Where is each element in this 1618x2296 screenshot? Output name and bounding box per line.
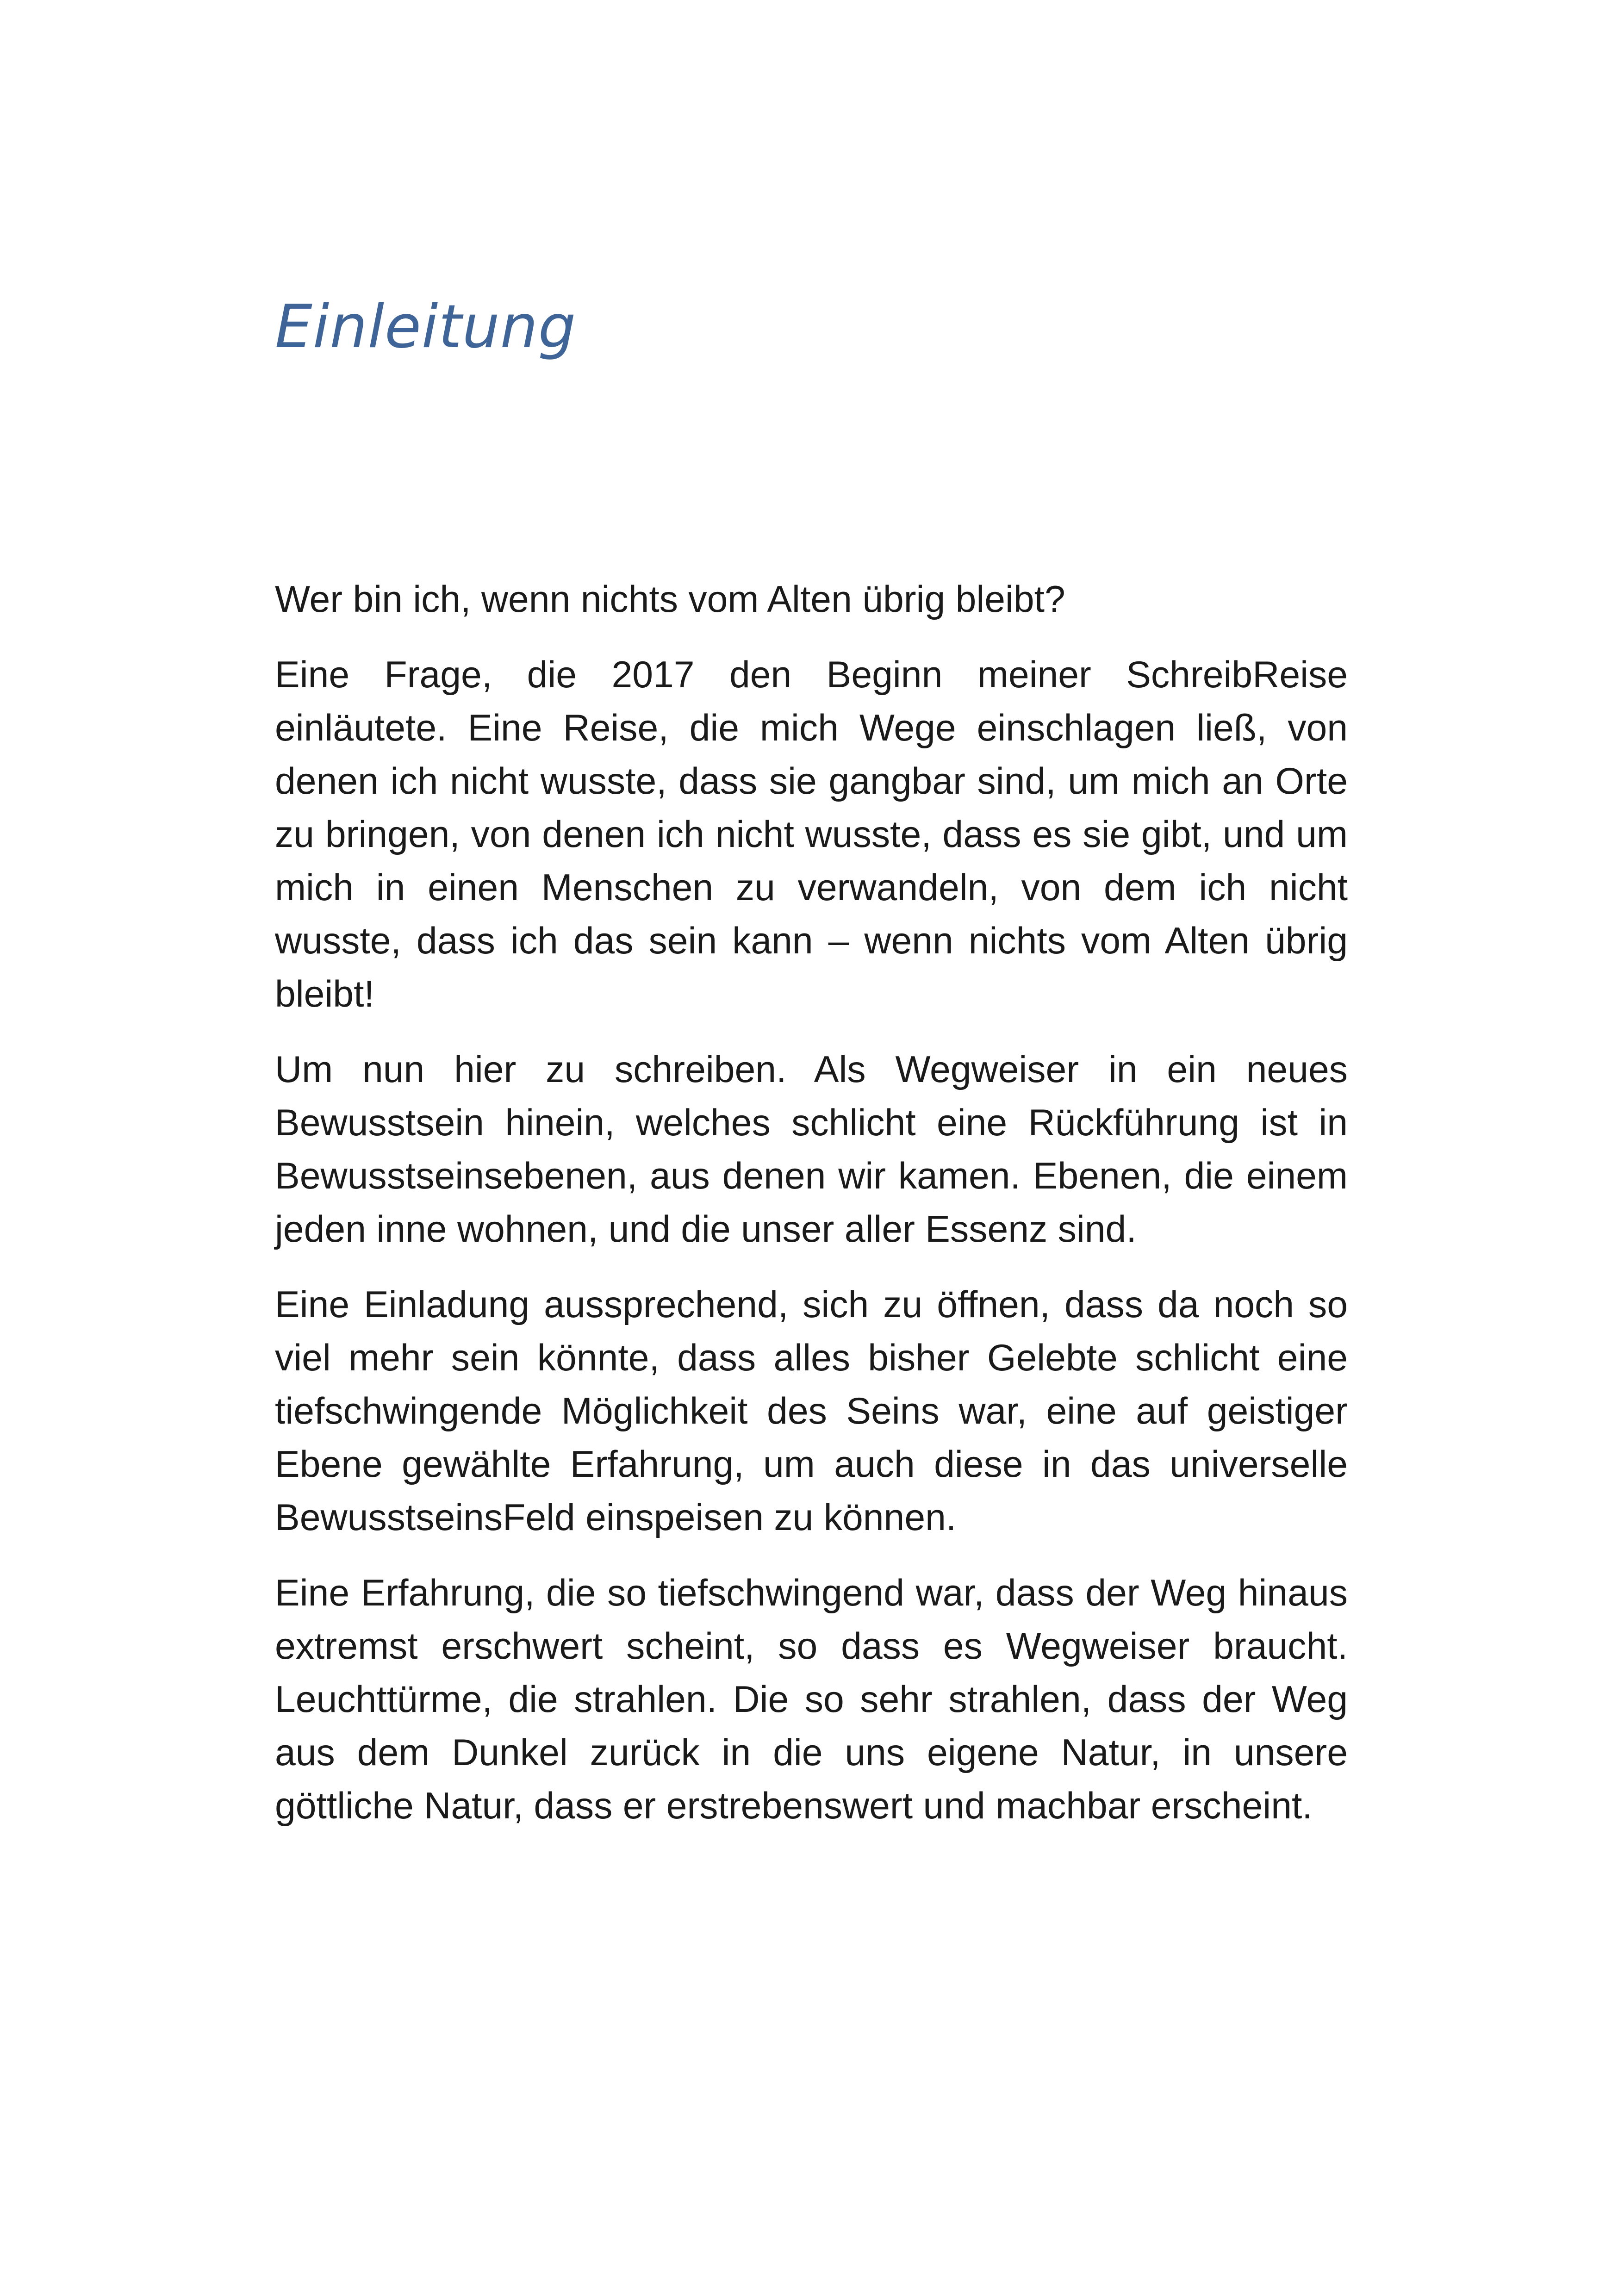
paragraph: Eine Einladung aussprechend, sich zu öffnen, dass da noch so viel mehr sein könnte, dass alles bisher Gelebte schlicht eine tiefschwingende Möglichkeit des Seins war, eine auf geistiger Ebene gewählte Erfahrung, um auch diese in das universelle BewusstseinsFeld einspeisen zu können.	[275, 1284, 1348, 1538]
paragraph: Eine Frage, die 2017 den Beginn meiner SchreibReise einläutete. Eine Reise, die mich Wege einschlagen ließ, von denen ich nicht wusste, dass sie gangbar sind, um mich an Orte zu bringen, von denen ich nicht wusste, dass es sie gibt, und um mich in einen Menschen zu verwandeln, von dem ich nicht wusste, dass ich das sein kann – wenn nichts vom Alten übrig bleibt!	[275, 654, 1348, 1015]
chapter-body	[275, 573, 1348, 1855]
paragraph: Um nun hier zu schreiben. Als Wegweiser in ein neues Bewusstsein hinein, welches schlicht eine Rückführung ist in Bewusstseinsebenen, aus denen wir kamen. Ebenen, die einem jeden inne wohnen, und die unser aller Essenz sind.	[275, 1049, 1348, 1250]
paragraph-intro-question: Wer bin ich, wenn nichts vom Alten übrig bleibt?	[275, 579, 1065, 620]
paragraph: Eine Erfahrung, die so tiefschwingend war, dass der Weg hinaus extremst erschwert scheint, so dass es Wegweiser braucht. Leuchttürme, die strahlen. Die so sehr strahlen, dass der Weg aus dem Dunkel zurück in die uns eigene Natur, in unsere göttliche Natur, dass er erstrebenswert und machbar erscheint.	[275, 1572, 1348, 1827]
chapter-title: Einleitung	[275, 292, 577, 361]
